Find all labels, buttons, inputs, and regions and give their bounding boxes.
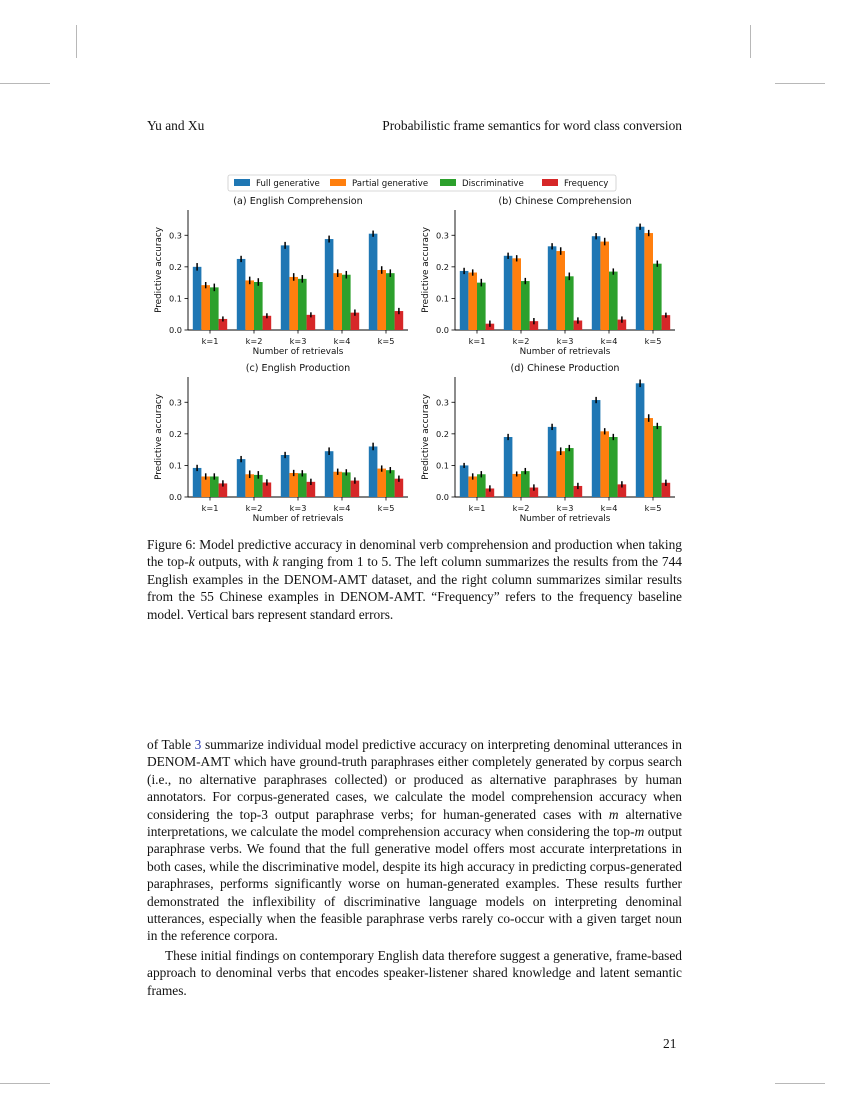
- x-tick-label: k=3: [289, 503, 307, 513]
- bar: [193, 267, 202, 330]
- bar: [333, 273, 342, 330]
- x-tick-label: k=4: [600, 336, 618, 346]
- x-axis-label: Number of retrievals: [252, 514, 344, 524]
- bar: [504, 437, 513, 497]
- x-tick-label: k=2: [245, 503, 263, 513]
- y-axis-label: Predictive accuracy: [421, 394, 431, 480]
- x-tick-label: k=1: [201, 503, 219, 513]
- x-tick-label: k=5: [644, 503, 662, 513]
- bar: [592, 400, 601, 497]
- panel-title: (a) English Comprehension: [233, 196, 363, 207]
- bar: [210, 287, 219, 330]
- x-tick-label: k=2: [512, 503, 530, 513]
- bar: [609, 272, 618, 330]
- bar: [609, 437, 618, 497]
- bar: [468, 273, 477, 330]
- caption-text: outputs, with: [194, 554, 273, 570]
- caption-math: k: [272, 554, 279, 570]
- bar: [592, 236, 601, 330]
- legend-label: Full generative: [256, 179, 320, 189]
- bar: [504, 256, 513, 330]
- bar: [281, 245, 290, 330]
- table-reference-link[interactable]: 3: [194, 737, 202, 752]
- bar: [556, 251, 565, 330]
- y-tick-label: 0.2: [168, 428, 182, 439]
- body-text: of Table: [147, 737, 195, 752]
- x-axis-label: Number of retrievals: [519, 347, 611, 357]
- panel-title: (c) English Production: [245, 363, 351, 374]
- legend-swatch: [330, 179, 346, 186]
- bar: [644, 233, 653, 330]
- x-tick-label: k=1: [468, 503, 486, 513]
- bar: [477, 474, 486, 497]
- y-tick-label: 0.3: [168, 230, 182, 241]
- x-tick-label: k=3: [289, 336, 307, 346]
- bar: [342, 275, 351, 330]
- bar: [237, 459, 246, 497]
- bar: [521, 471, 530, 497]
- x-tick-label: k=2: [512, 336, 530, 346]
- y-tick-label: 0.0: [168, 325, 182, 335]
- legend-label: Discriminative: [462, 179, 524, 189]
- y-axis-label: Predictive accuracy: [421, 227, 431, 313]
- crop-mark: [775, 83, 825, 84]
- x-tick-label: k=1: [201, 336, 219, 346]
- y-tick-label: 0.2: [168, 261, 182, 272]
- bar: [653, 264, 662, 330]
- y-tick-label: 0.0: [435, 325, 449, 335]
- body-paragraph: These initial findings on contemporary English data therefore suggest a generative, frame-based approach to denominal verbs that encodes speaker-listener shared knowledge and latent semantic frames.: [147, 948, 682, 998]
- panel-title: (d) Chinese Production: [510, 363, 620, 374]
- bar: [377, 469, 386, 497]
- y-axis-label: Predictive accuracy: [154, 394, 164, 480]
- y-tick-label: 0.3: [168, 397, 182, 408]
- bar: [548, 246, 557, 330]
- figure-6: [150, 170, 680, 530]
- x-axis-label: Number of retrievals: [252, 347, 344, 357]
- bar: [254, 282, 263, 330]
- x-tick-label: k=1: [468, 336, 486, 346]
- bar: [369, 234, 378, 330]
- x-tick-label: k=3: [556, 503, 574, 513]
- bar: [548, 427, 557, 497]
- crop-mark: [0, 83, 50, 84]
- y-tick-label: 0.2: [435, 428, 449, 439]
- figure-caption: [147, 536, 682, 623]
- x-tick-label: k=5: [377, 503, 395, 513]
- bar: [298, 473, 307, 497]
- crop-mark: [775, 1083, 825, 1084]
- caption-text: ranging from 1 to 5. The left column summarizes the results from the 744 English examples in the DENOM-AMT dataset, and the right column summarizes similar results from the 55 Chinese examples in DENOM-AMT. “Frequency” refers to the frequency baseline model. Vertical bars represent standard errors.: [147, 554, 682, 622]
- body-text: alternative interpretations, we calculate the model comprehension accuracy when considering the top-: [147, 806, 682, 840]
- bar: [565, 448, 574, 497]
- bar: [386, 470, 395, 497]
- y-tick-label: 0.1: [435, 293, 449, 304]
- bar: [460, 465, 469, 497]
- y-tick-label: 0.3: [435, 230, 449, 241]
- bar: [386, 273, 395, 330]
- bar: [289, 473, 298, 497]
- y-tick-label: 0.3: [435, 397, 449, 408]
- page-number: 21: [663, 1036, 677, 1051]
- body-math: m: [634, 824, 645, 840]
- x-tick-label: k=2: [245, 336, 263, 346]
- bar: [556, 451, 565, 497]
- bar: [636, 383, 645, 497]
- bar: [245, 280, 254, 330]
- x-tick-label: k=5: [644, 336, 662, 346]
- bar: [342, 472, 351, 497]
- x-tick-label: k=4: [600, 503, 618, 513]
- running-header-authors: Yu and Xu: [147, 118, 205, 133]
- crop-mark: [0, 1083, 50, 1084]
- legend-label: Partial generative: [352, 179, 429, 189]
- caption-text: Figure 6: Model predictive accuracy in denominal verb comprehension and production when taking the top-: [147, 537, 682, 570]
- body-text: summarize individual model predictive accuracy on interpreting denominal utterances in DENOM-AMT which have ground-truth paraphrases either completely generated by corpus search (i.e., no alternative paraphrases collected) or produced as alternative paraphrases by human annotators. For corpus-generated cases, we calculate the model comprehension accuracy when considering the top-3 output paraphrase verbs; for human-generated cases with: [147, 737, 682, 822]
- bar: [460, 271, 469, 330]
- legend-label: Frequency: [564, 179, 609, 189]
- bar: [369, 446, 378, 497]
- bar: [201, 285, 210, 330]
- bar: [298, 279, 307, 330]
- x-axis-label: Number of retrievals: [519, 514, 611, 524]
- y-tick-label: 0.1: [435, 460, 449, 471]
- bar: [325, 239, 334, 330]
- x-tick-label: k=4: [333, 503, 351, 513]
- y-axis-label: Predictive accuracy: [154, 227, 164, 313]
- panel-title: (b) Chinese Comprehension: [498, 196, 632, 207]
- legend-swatch: [234, 179, 250, 186]
- body-paragraph: [147, 736, 682, 945]
- bar: [477, 283, 486, 330]
- bar: [333, 472, 342, 497]
- caption-math: k: [188, 554, 195, 570]
- bar: [636, 227, 645, 330]
- bar: [600, 431, 609, 497]
- body-math: m: [608, 806, 619, 822]
- x-tick-label: k=4: [333, 336, 351, 346]
- x-tick-label: k=5: [377, 336, 395, 346]
- bar: [644, 418, 653, 497]
- y-tick-label: 0.0: [435, 492, 449, 502]
- y-tick-label: 0.2: [435, 261, 449, 272]
- bar: [237, 259, 246, 330]
- bar: [653, 426, 662, 497]
- legend-swatch: [542, 179, 558, 186]
- bar: [325, 451, 334, 497]
- bar: [193, 468, 202, 497]
- bar: [565, 276, 574, 330]
- bar: [600, 242, 609, 330]
- bar: [289, 277, 298, 330]
- y-tick-label: 0.1: [168, 460, 182, 471]
- bar: [281, 455, 290, 497]
- body-text: output paraphrase verbs. We found that the full generative model offers most accurate interpretations in both cases, while the discriminative model, despite its high accuracy in predicting corpus-generated paraphrases, performs significantly worse on human-generated examples. These results further demonstrated the inflexibility of discriminative language models on interpreting denominal utterances, especially when the feasible paraphrase verbs rarely co-occur with a given target noun in the reference corpora.: [147, 824, 682, 944]
- bar: [512, 258, 521, 330]
- y-tick-label: 0.1: [168, 293, 182, 304]
- running-header-title: Probabilistic frame semantics for word class conversion: [382, 118, 682, 133]
- bar: [512, 474, 521, 497]
- bar: [521, 281, 530, 330]
- crop-mark: [76, 25, 77, 58]
- x-tick-label: k=3: [556, 336, 574, 346]
- crop-mark: [750, 25, 751, 58]
- bar: [377, 270, 386, 330]
- legend-swatch: [440, 179, 456, 186]
- y-tick-label: 0.0: [168, 492, 182, 502]
